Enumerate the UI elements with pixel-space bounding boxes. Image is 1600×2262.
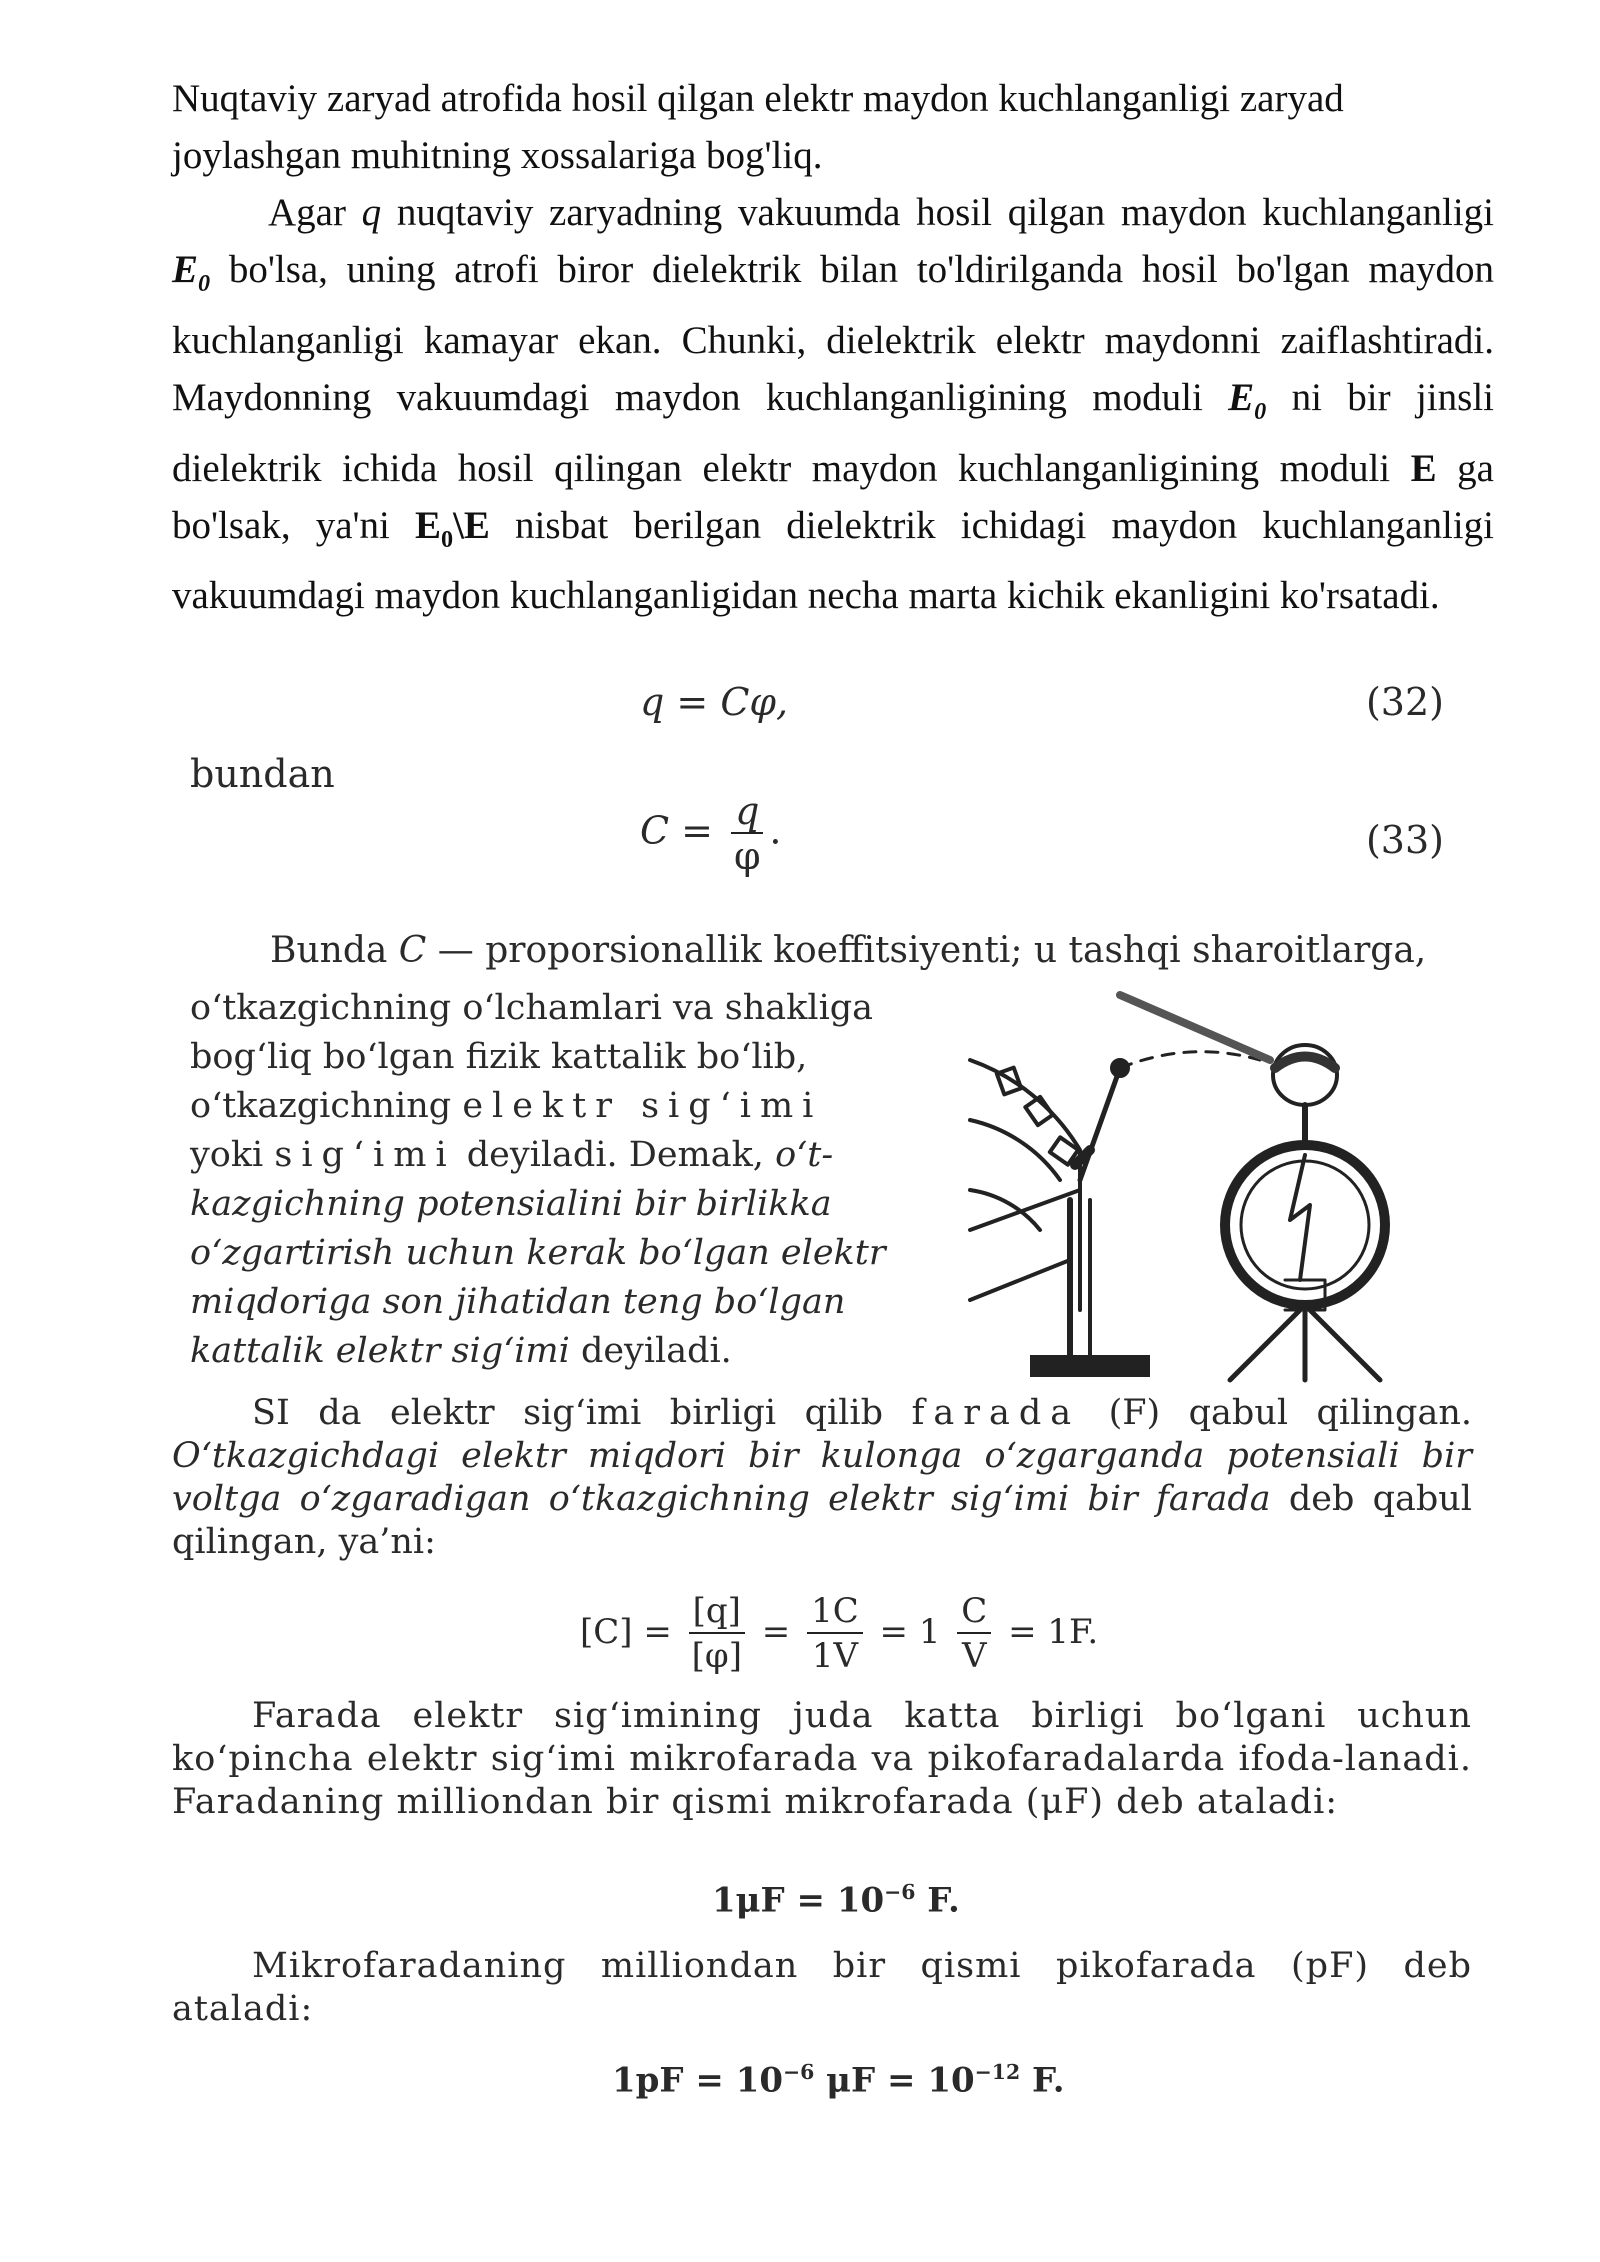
text-run: (F) qabul qilingan.: [1080, 1393, 1472, 1433]
text-run: SI da elektr sig‘imi birligi qilib: [252, 1393, 912, 1433]
subscript-0: 0: [1254, 397, 1267, 425]
text-run: o‘tkazgichning: [190, 1086, 463, 1126]
paragraph-bunda: [270, 930, 1500, 971]
subscript-0: 0: [198, 269, 211, 297]
col-line: [190, 1327, 900, 1376]
paragraph-dielectric: [172, 184, 1494, 624]
tripod-stand: [1230, 1305, 1380, 1380]
fraction-q-phi-units: [689, 1590, 745, 1678]
fraction-c-v: [957, 1590, 991, 1678]
lever-arm: [1080, 1068, 1120, 1180]
paragraph-picofarad: Mikrofaradaning milliondan bir qismi pikofarada (pF) deb ataladi:: [172, 1946, 1472, 2029]
intro-line-2: joylashgan muhitning xossalariga bog'liq.: [172, 134, 823, 177]
eq-part: F.: [915, 1880, 960, 1921]
text-run: o‘t-: [775, 1135, 834, 1175]
capacitance-definition-column: [190, 984, 900, 1376]
electroscope-leaves: [1290, 1155, 1310, 1280]
col-line: miqdoriga son jihatidan teng bo‘lgan: [190, 1282, 846, 1322]
eq-exponent: −6: [884, 1880, 916, 1904]
text-run: nisbat berilgan dielektrik ichidagi maydon kuchlanganligi vakuumdagi maydon kuchlanganligidan necha marta kichik ekanligini ko'rsatadi.: [172, 503, 1494, 618]
paragraph-intro: [172, 70, 1494, 184]
paragraph-farad-definition: [172, 1392, 1472, 1564]
numerator: 1C: [807, 1590, 863, 1634]
denominator: [φ]: [691, 1636, 742, 1676]
denominator: V: [962, 1636, 987, 1676]
term-electric-capacitance: elektr sig‘imi: [462, 1086, 823, 1126]
eq-lhs: [C] =: [580, 1612, 672, 1652]
eq-part: 1μF = 10: [712, 1880, 885, 1921]
numerator: q: [731, 790, 763, 834]
eq-lhs: C =: [640, 808, 713, 853]
eq-sign: =: [761, 1612, 791, 1652]
eq-symbol-q: q: [640, 680, 665, 724]
col-line: [190, 1082, 900, 1131]
electrometer-illustration: [960, 980, 1440, 1390]
equation-33: [640, 790, 782, 878]
text-run: kattalik elektr sig‘imi: [190, 1331, 570, 1371]
text-run: bo'lsa, uning atrofi biror dielektrik bilan to'ldirilganda hosil bo'lgan maydon kuchlanganligi kamayar ekan. Chunki, dielektrik elektr maydonni zaiflashtiradi. Maydonning vakuumdagi maydon kuchlanganligining moduli: [172, 248, 1494, 419]
denominator: 1V: [811, 1636, 858, 1676]
machine-disc-icon: [970, 1060, 1080, 1310]
paragraph-microfarad: Farada elektr sig‘imining juda katta birligi bo‘lgani uchun ko‘pincha elektr sig‘imi mikrofarada va pikofaradalarda ifoda-lanadi. Faradaning milliondan bir qismi mikrofarada (μF) deb ataladi:: [172, 1696, 1472, 1822]
eq-rhs: = Cφ,: [664, 680, 789, 724]
pointer-stick: [1120, 995, 1270, 1060]
col-line: bog‘liq bo‘lgan fizik kattalik bo‘lib,: [190, 1037, 808, 1077]
numerator: C: [957, 1590, 991, 1634]
eq-part: 1pF = 10: [612, 2060, 784, 2101]
text-run: deyiladi.: [569, 1331, 732, 1371]
text-run: — proporsionallik koeffitsiyenti; u tashqi sharoitlarga,: [426, 930, 1427, 971]
eq-exponent: −6: [783, 2060, 815, 2084]
bundan-label: bundan: [190, 752, 335, 796]
term-capacitance: sig‘imi: [274, 1135, 456, 1175]
eq-rhs: = 1F.: [1008, 1612, 1099, 1652]
symbol-c: C: [398, 930, 427, 971]
dashed-trajectory: [1120, 1052, 1260, 1068]
eq-part: F.: [1020, 2060, 1065, 2101]
stand-base: [1030, 1355, 1150, 1377]
equation-32: [640, 680, 788, 724]
text-run: Bunda: [270, 930, 399, 971]
equation-microfarad: [712, 1880, 960, 1920]
ratio-sub: 0: [441, 525, 454, 553]
col-line: kazgichning potensialini bir birlikka: [190, 1184, 832, 1224]
equation-picofarad: [612, 2060, 1065, 2100]
text-run: nuqtaviy zaryadning vakuumda hosil qilgan maydon kuchlanganligi: [381, 191, 1495, 234]
term-farada: farada: [911, 1393, 1081, 1433]
farad-definition-italic: O‘tkazgichdagi elektr miqdori bir kulonga o‘zgarganda potensiali bir voltga o‘zgaradigan o‘tkazgichning elektr sig‘imi bir farada: [172, 1436, 1472, 1519]
unit-equation: [580, 1590, 1098, 1678]
text-run: Agar: [268, 191, 362, 234]
equation-number-33: (33): [1365, 818, 1444, 862]
fraction-1c-1v: [807, 1590, 863, 1678]
eq-dot: .: [769, 808, 782, 853]
col-line: [190, 1131, 900, 1180]
fraction-q-phi: [731, 790, 763, 878]
symbol-e0: E: [1228, 375, 1255, 419]
symbol-q: q: [361, 191, 382, 234]
denominator: φ: [733, 834, 761, 878]
col-line: o‘tkazgichning o‘lchamlari va shakliga: [190, 988, 874, 1028]
symbol-e0: E: [172, 248, 199, 291]
ratio-rest: \E: [453, 503, 490, 547]
text-run: deb qabul qilingan, ya’ni:: [172, 1479, 1473, 1562]
text-run: deyiladi. Demak,: [455, 1135, 776, 1175]
intro-line-1: Nuqtaviy zaryad atrofida hosil qilgan elektr maydon kuchlanganligi zaryad: [172, 77, 1344, 120]
eq-part: μF = 10: [814, 2060, 975, 2101]
col-line: o‘zgartirish uchun kerak bo‘lgan elektr: [190, 1233, 886, 1273]
text-run: ga bo'lsak, ya'ni: [172, 446, 1494, 547]
eq-sign: = 1: [879, 1612, 941, 1652]
text-run: yoki: [190, 1135, 275, 1175]
numerator: [q]: [689, 1590, 745, 1634]
symbol-e: E: [1410, 446, 1437, 490]
ratio-e: E: [414, 503, 441, 547]
eq-exponent: −12: [974, 2060, 1021, 2084]
equation-number-32: (32): [1365, 680, 1444, 724]
text-run: ni bir jinsli dielektrik ichida hosil qilingan elektr maydon kuchlanganligining moduli: [172, 375, 1494, 490]
